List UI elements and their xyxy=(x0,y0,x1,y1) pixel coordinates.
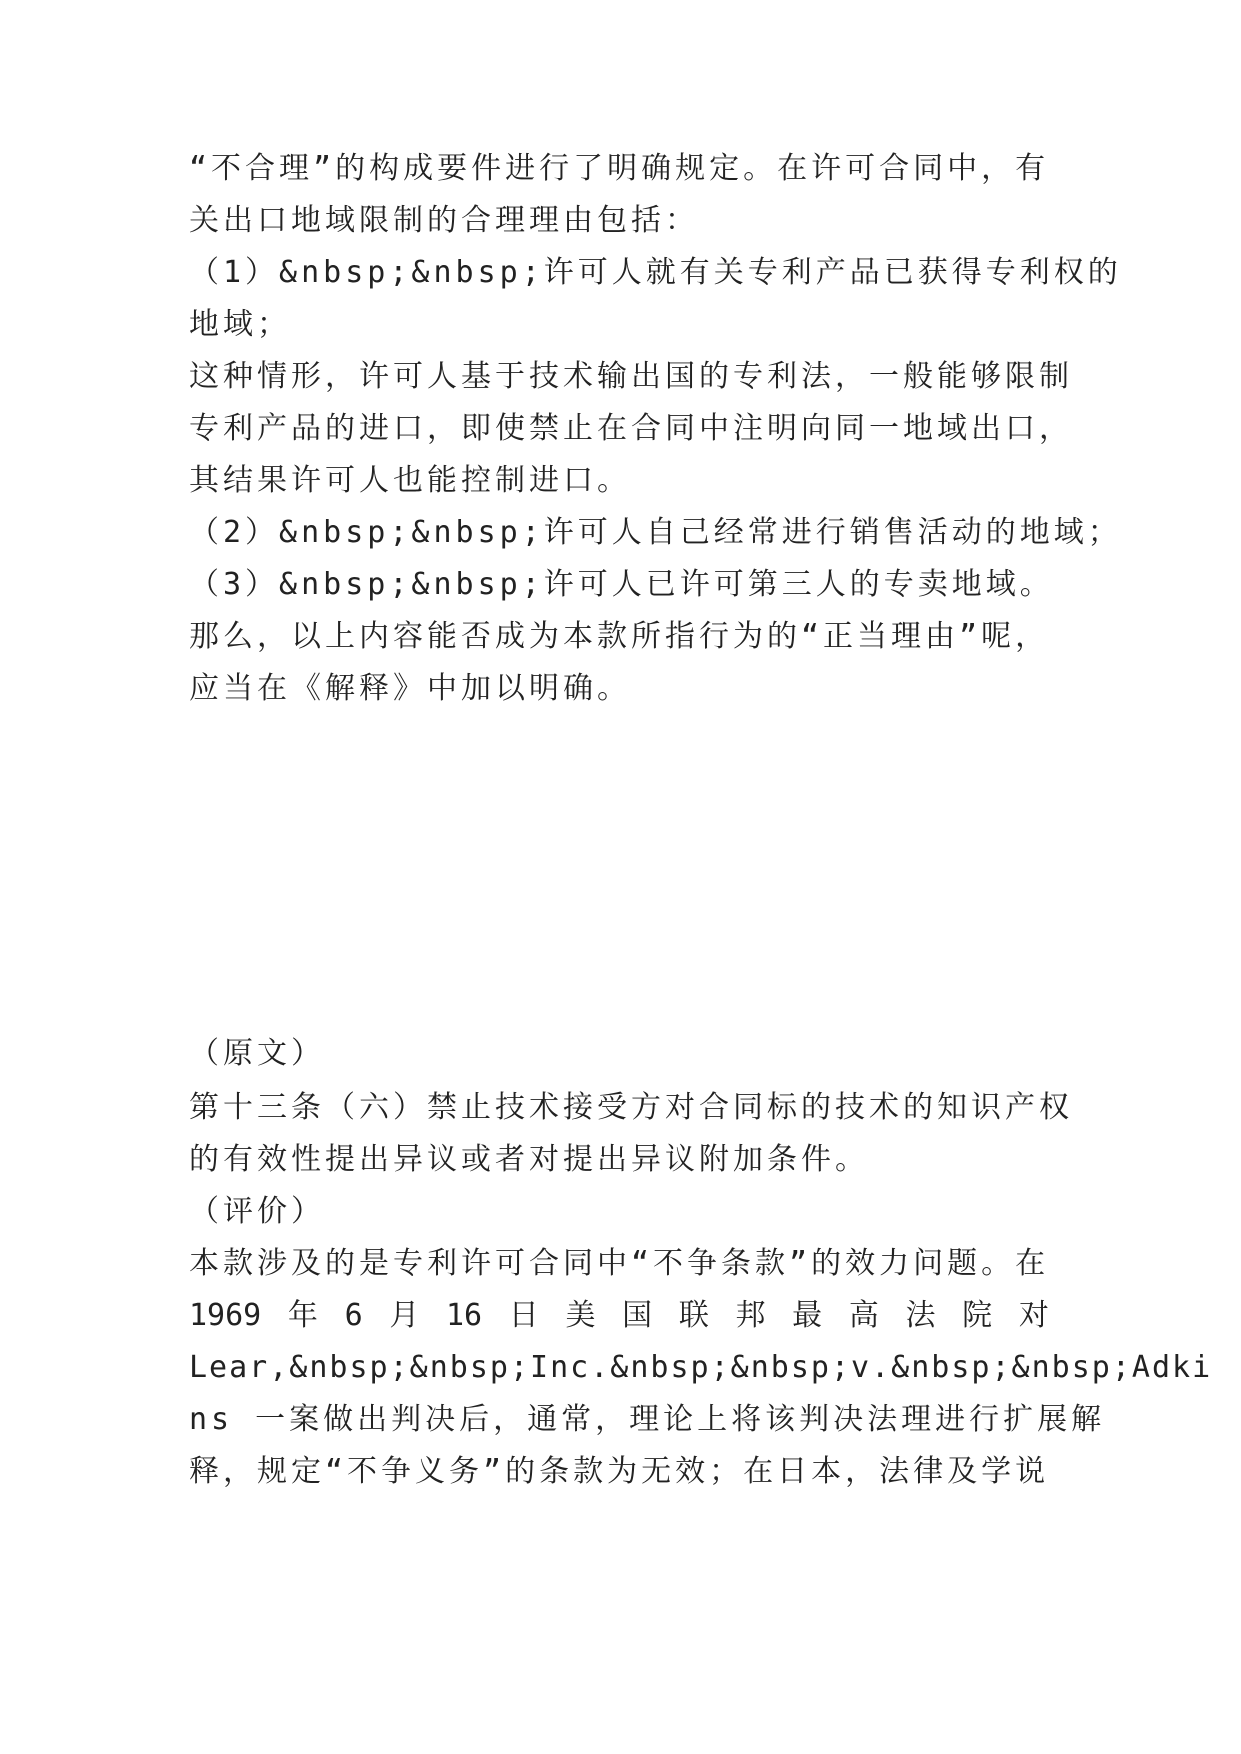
text-line: （1）&nbsp;&nbsp;许可人就有关专利产品已获得专利权的 xyxy=(189,255,1122,290)
text-fragment: 邦 xyxy=(735,1298,766,1333)
text-fragment: 日 xyxy=(508,1298,539,1333)
text-line: 这种情形，许可人基于技术输出国的专利法，一般能够限制 xyxy=(189,359,1073,394)
text-line: 释，规定“不争义务”的条款为无效；在日本，法律及学说 xyxy=(189,1454,1050,1489)
text-line: 专利产品的进口，即使禁止在合同中注明向同一地域出口， xyxy=(189,411,1073,446)
text-line: 应当在《解释》中加以明确。 xyxy=(189,671,631,706)
text-fragment: 月 xyxy=(389,1298,420,1333)
text-line-justified xyxy=(189,1296,1049,1336)
text-fragment: 1969 xyxy=(189,1298,262,1333)
text-line: 本款涉及的是专利许可合同中“不争条款”的效力问题。在 xyxy=(189,1246,1050,1281)
text-line: ns 一案做出判决后，通常，理论上将该判决法理进行扩展解 xyxy=(189,1402,1106,1437)
text-fragment: 16 xyxy=(446,1298,483,1333)
section-heading: （评价） xyxy=(189,1194,325,1229)
text-line: （2）&nbsp;&nbsp;许可人自己经常进行销售活动的地域； xyxy=(189,515,1122,550)
text-line: 关出口地域限制的合理理由包括： xyxy=(189,203,699,238)
text-fragment: 院 xyxy=(962,1298,993,1333)
text-fragment: 联 xyxy=(678,1298,709,1333)
text-line: 那么，以上内容能否成为本款所指行为的“正当理由”呢， xyxy=(189,619,1050,654)
text-fragment: 6 xyxy=(344,1298,363,1333)
text-line: 的有效性提出异议或者对提出异议附加条件。 xyxy=(189,1142,869,1177)
text-line: 地域； xyxy=(189,307,291,342)
text-line: 其结果许可人也能控制进口。 xyxy=(189,463,631,498)
text-line: Lear,&nbsp;&nbsp;Inc.&nbsp;&nbsp;v.&nbsp;&nbsp;Adki xyxy=(189,1350,1213,1385)
text-line: （3）&nbsp;&nbsp;许可人已许可第三人的专卖地域。 xyxy=(189,567,1054,602)
text-fragment: 年 xyxy=(287,1298,318,1333)
text-line: “不合理”的构成要件进行了明确规定。在许可合同中，有 xyxy=(189,151,1050,186)
text-fragment: 最 xyxy=(792,1298,823,1333)
text-fragment: 国 xyxy=(622,1298,653,1333)
text-fragment: 对 xyxy=(1018,1298,1049,1333)
section-heading: （原文） xyxy=(189,1036,325,1071)
text-fragment: 法 xyxy=(905,1298,936,1333)
text-line: 第十三条（六）禁止技术接受方对合同标的技术的知识产权 xyxy=(189,1090,1073,1125)
text-fragment: 美 xyxy=(565,1298,596,1333)
text-fragment: 高 xyxy=(848,1298,879,1333)
